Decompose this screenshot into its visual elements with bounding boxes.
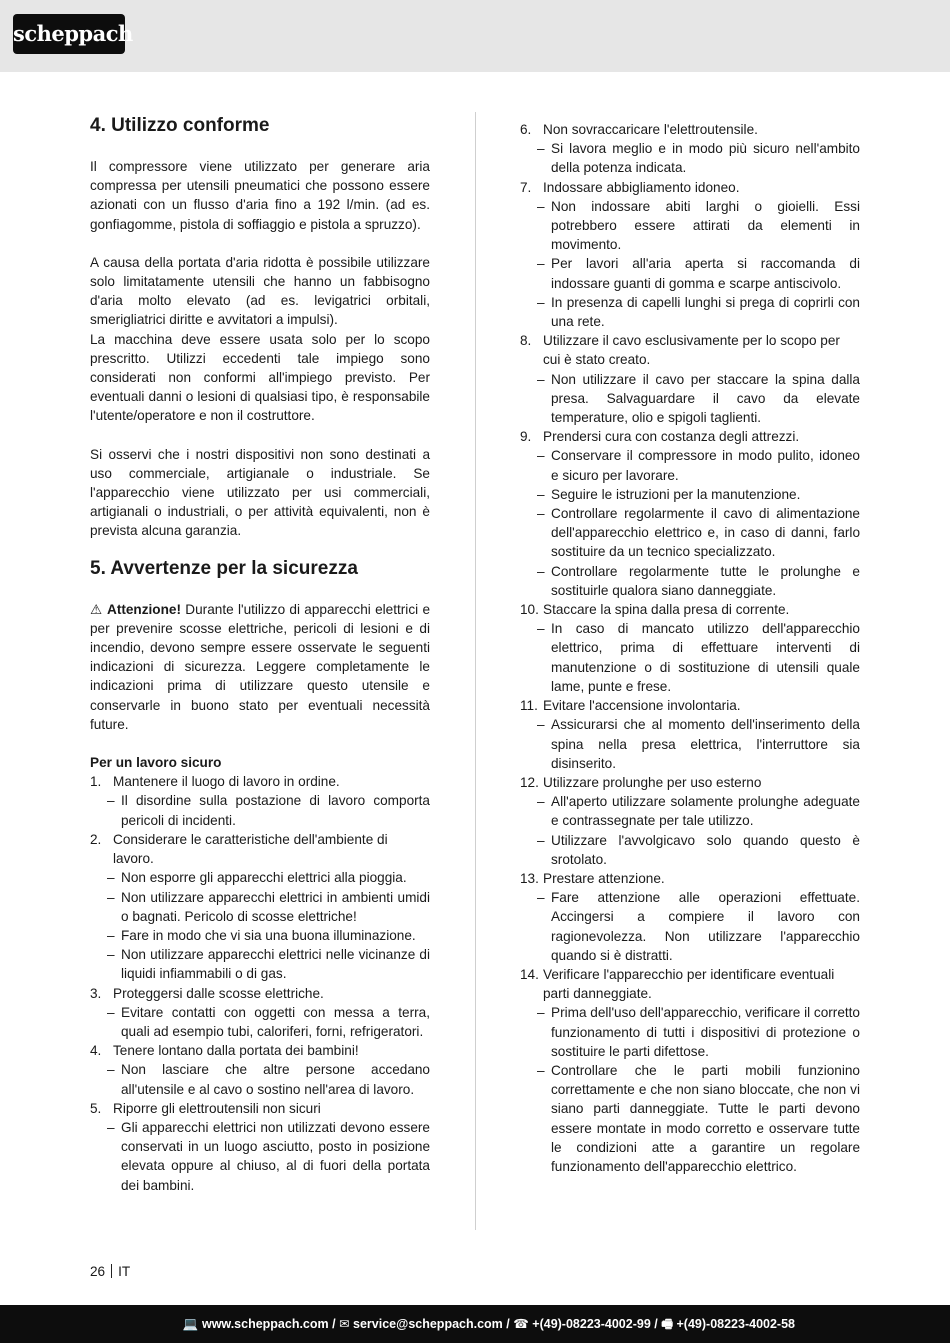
sub-item-text: Seguire le istruzioni per la manutenzione. (551, 486, 801, 502)
list-item-text: Evitare l'accensione involontaria. (543, 698, 741, 714)
sub-item-text: Gli apparecchi elettrici non utilizzati devono essere conservati in un luogo asciutto, posto in posizione elevata oppure al chiuso, al di fuori della portata dei bambini. (121, 1119, 430, 1193)
mail-icon: ✉ (339, 1317, 350, 1331)
list-item-text: Verificare l'apparecchio per identificare eventuali parti danneggiate. (543, 966, 835, 1002)
sub-item (520, 715, 860, 773)
sub-item (520, 370, 860, 428)
warning-paragraph (90, 600, 430, 734)
sec4-paragraph-4: Si osservi che i nostri dispositivi non sono destinati a uso commerciale, artigianale o industriale. Se l'apparecchio viene utilizzato per usi commerciali, artigianali o industriali, o per attività equivalenti, non è prevista alcuna garanzia. (90, 446, 430, 539)
dash-bullet: – (107, 1004, 115, 1020)
list-item-text: Considerare le caratteristiche dell'ambiente di lavoro. (113, 831, 388, 867)
list-item (90, 984, 430, 1003)
list-item (90, 1099, 430, 1118)
page-number (90, 1264, 130, 1279)
list-item-number: 14. (520, 966, 539, 982)
sub-item (520, 888, 860, 965)
column-divider (475, 112, 476, 1230)
list-item-number: 1. (90, 774, 102, 790)
sub-item (90, 888, 430, 926)
list-item (520, 965, 860, 1003)
dash-bullet: – (537, 1005, 545, 1021)
page-language: IT (118, 1264, 131, 1279)
list-item-number: 4. (90, 1043, 102, 1059)
sub-item (520, 831, 860, 869)
sub-item (520, 254, 860, 292)
left-column (90, 112, 430, 1195)
list-item-text: Mantenere il luogo di lavoro in ordine. (113, 774, 340, 790)
list-item-number: 10. (520, 602, 539, 618)
list-item-text: Proteggersi dalle scosse elettriche. (113, 985, 324, 1001)
dash-bullet: – (537, 717, 545, 733)
sub-item-text: Non indossare abiti larghi o gioielli. Essi potrebbero essere attirati da elementi in movimento. (551, 198, 860, 253)
warning-triangle-icon: ⚠ (90, 601, 103, 617)
list-item (520, 773, 860, 792)
dash-bullet: – (537, 198, 545, 214)
dash-bullet: – (107, 927, 115, 943)
list-item (520, 696, 860, 715)
sub-item-text: Il disordine sulla postazione di lavoro comporta pericoli di incidenti. (121, 793, 430, 828)
list-item (520, 331, 860, 369)
list-item (520, 427, 860, 446)
sub-item (520, 619, 860, 696)
list-item-text: Staccare la spina dalla presa di corrente. (543, 602, 790, 618)
sub-item (520, 562, 860, 600)
left-safety-list (90, 772, 430, 1194)
list-item-number: 7. (520, 179, 532, 195)
dash-bullet: – (537, 141, 545, 157)
sub-item-text: Fare in modo che vi sia una buona illuminazione. (121, 927, 416, 943)
list-item-text: Non sovraccaricare l'elettroutensile. (543, 122, 758, 137)
footer-phone[interactable]: +(49)-08223-4002-99 (532, 1317, 651, 1331)
list-item-number: 11. (520, 698, 538, 714)
list-item (520, 600, 860, 619)
sub-item-text: Si lavora meglio e in modo più sicuro nell'ambito della potenza indicata. (551, 141, 860, 176)
list-item (90, 830, 430, 868)
dash-bullet: – (537, 890, 545, 906)
dash-bullet: – (107, 870, 115, 886)
sub-item-text: Controllare regolarmente tutte le prolunghe e sostituirle qualora siano danneggiate. (551, 563, 860, 598)
sub-item-text: All'aperto utilizzare solamente prolunghe adeguate e contrassegnate per tale utilizzo. (551, 794, 860, 829)
sub-item-text: Non lasciare che altre persone accedano all'utensile e al cavo o sostino nell'area di lavoro. (121, 1062, 430, 1097)
fax-icon: 🖷 (661, 1317, 674, 1331)
sub-item-text: Non utilizzare il cavo per staccare la spina dalla presa. Salvaguardare il cavo da elevate temperature, olio e spigoli taglienti. (551, 371, 860, 426)
sub-item-text: In presenza di capelli lunghi si prega di coprirli con una rete. (551, 294, 860, 330)
sub-item-text: Utilizzare l'avvolgicavo solo quando questo è srotolato. (551, 832, 860, 867)
page-number-value: 26 (90, 1264, 106, 1279)
list-item-number: 8. (520, 333, 532, 349)
sec4-paragraph-1: Il compressore viene utilizzato per generare aria compressa per utensili pneumatici che possono essere azionati con un flusso d'aria fino a 192 l/min. (ad es. gonfiagomme, pistola di soffiaggio e pistola a spruzzo). (90, 159, 430, 232)
dash-bullet: – (107, 889, 115, 905)
sub-item (90, 791, 430, 829)
section-4-title: 4. Utilizzo conforme (90, 115, 270, 136)
dash-bullet: – (537, 563, 545, 579)
right-column (520, 120, 860, 1176)
list-item-text: Prestare attenzione. (543, 870, 665, 886)
sub-item-text: Controllare regolarmente il cavo di alimentazione dell'apparecchio elettrico e, in caso di danni, farlo sostituire da un tecnico specializzato. (551, 506, 860, 560)
list-item-text: Utilizzare prolunghe per uso esterno (543, 774, 762, 790)
sub-item (520, 1061, 860, 1176)
sub-item (90, 1060, 430, 1098)
sub-item-text: Controllare che le parti mobili funzionino correttamente e che non siano bloccate, che non vi siano parti danneggiate. Tutte le parti devono essere montate in modo corretto e osservare tutte le condizioni atte a garantire un regolare funzionamento dell'apparecchio elettrico. (551, 1062, 860, 1174)
sub-item (90, 1118, 430, 1195)
dash-bullet: – (537, 256, 545, 272)
sub-item (520, 446, 860, 484)
sub-item (90, 945, 430, 983)
dash-bullet: – (537, 506, 545, 522)
header-bar (0, 0, 950, 72)
footer-fax[interactable]: +(49)-08223-4002-58 (676, 1317, 795, 1331)
dash-bullet: – (537, 486, 545, 502)
list-item-number: 12. (520, 774, 539, 790)
sub-item (90, 926, 430, 945)
dash-bullet: – (537, 1062, 545, 1078)
right-safety-list (520, 120, 860, 1176)
sub-item-text: Fare attenzione alle operazioni effettuate. Accingersi a compiere il lavoro con ragionevolezza. Non utilizzare l'apparecchio quando si è distratti. (551, 890, 860, 963)
computer-icon: 💻 (182, 1317, 199, 1331)
dash-bullet: – (107, 947, 115, 963)
list-item-text: Prendersi cura con costanza degli attrezzi. (543, 429, 800, 445)
footer-website[interactable]: www.scheppach.com (201, 1317, 329, 1331)
dash-bullet: – (537, 832, 545, 848)
list-item (90, 772, 430, 791)
sub-item (520, 197, 860, 255)
sub-item (90, 868, 430, 887)
sub-item-text: In caso di mancato utilizzo dell'apparecchio elettrico, prima di effettuare interventi di manutenzione o di sostituzione di utensili quale lame, punte e frese. (551, 621, 860, 694)
list-item-number: 13. (520, 870, 539, 886)
list-item (520, 869, 860, 888)
sub-item-text: Non esporre gli apparecchi elettrici alla pioggia. (121, 870, 407, 886)
sub-item-text: Evitare contatti con oggetti con messa a terra, quali ad esempio tubi, caloriferi, forni, refrigeratori. (121, 1004, 430, 1039)
list-item (520, 120, 860, 139)
sub-item-text: Per lavori all'aria aperta si raccomanda di indossare guanti di gomma e scarpe antiscivolo. (551, 256, 860, 291)
section-5-title: 5. Avvertenze per la sicurezza (90, 557, 358, 579)
sub-item (520, 139, 860, 177)
sub-item (520, 504, 860, 562)
footer-bar: 💻 www.scheppach.com / ✉ service@scheppach.com / ☎ +(49)-08223-4002-99 / 🖷 +(49)-08223-4002-58 (0, 1305, 950, 1343)
list-item-number: 3. (90, 985, 102, 1001)
dash-bullet: – (537, 621, 545, 637)
sub-item (520, 485, 860, 504)
warning-label: Attenzione! (107, 601, 182, 617)
sec4-paragraph-2: A causa della portata d'aria ridotta è possibile utilizzare solo limitatamente utensili che hanno un fabbisogno d'aria molto elevato (ad es. levigatrici orbitali, smerigliatrici diritte e avvitatori a impulsi). (90, 254, 430, 328)
list-item-number: 5. (90, 1100, 102, 1116)
dash-bullet: – (107, 1062, 115, 1078)
sub-item (90, 1003, 430, 1041)
dash-bullet: – (537, 294, 545, 310)
warning-text: Durante l'utilizzo di apparecchi elettrici e per prevenire scosse elettriche, pericoli di lesioni e di incendio, devono sempre essere osservate le seguenti indicazioni di sicurezza. Leggere completamente le indicazioni prima di utilizzare questo utensile e conservarle in buono stato per eventuali necessità future. (90, 601, 430, 732)
list-item (520, 178, 860, 197)
list-item-text: Riporre gli elettroutensili non sicuri (113, 1100, 321, 1116)
sub-item (520, 293, 860, 331)
sub-item-text: Non utilizzare apparecchi elettrici nelle vicinanze di liquidi infiammabili o di gas. (121, 947, 430, 982)
scheppach-logo: scheppach (13, 14, 125, 54)
sub-item-text: Non utilizzare apparecchi elettrici in ambienti umidi o bagnati. Pericolo di scosse elettriche! (121, 889, 430, 924)
list-item-number: 2. (90, 831, 102, 847)
list-item-text: Utilizzare il cavo esclusivamente per lo scopo per cui è stato creato. (543, 333, 840, 368)
sub-item (520, 1003, 860, 1061)
footer-email[interactable]: service@scheppach.com (353, 1317, 503, 1331)
sub-item-text: Assicurarsi che al momento dell'inserimento della spina nella presa elettrica, l'interruttore sia disinserito. (551, 717, 860, 771)
sub-item-text: Conservare il compressore in modo pulito, idoneo e sicuro per lavorare. (551, 448, 860, 483)
sub-item-text: Prima dell'uso dell'apparecchio, verificare il corretto funzionamento di tutti i dispositivi di protezione o sostituire le parti difettose. (551, 1005, 860, 1059)
list-item-number: 9. (520, 429, 532, 445)
list-item (90, 1041, 430, 1060)
list-item-text: Tenere lontano dalla portata dei bambini! (113, 1043, 359, 1059)
phone-icon: ☎ (513, 1317, 529, 1331)
list-item-number: 6. (520, 122, 532, 137)
safe-work-subheading: Per un lavoro sicuro (90, 755, 222, 771)
dash-bullet: – (537, 371, 545, 387)
dash-bullet: – (107, 793, 115, 809)
dash-bullet: – (537, 794, 545, 810)
list-item-text: Indossare abbigliamento idoneo. (543, 179, 740, 195)
dash-bullet: – (537, 448, 545, 464)
sec4-paragraph-3: La macchina deve essere usata solo per lo scopo prescritto. Utilizzi eccedenti tale impiego sono considerati non conformi all'impiego previsto. Per eventuali danni o lesioni di qualsiasi tipo, è responsabile l'utente/operatore e non il costruttore. (90, 331, 430, 424)
dash-bullet: – (107, 1119, 115, 1135)
sub-item (520, 792, 860, 830)
